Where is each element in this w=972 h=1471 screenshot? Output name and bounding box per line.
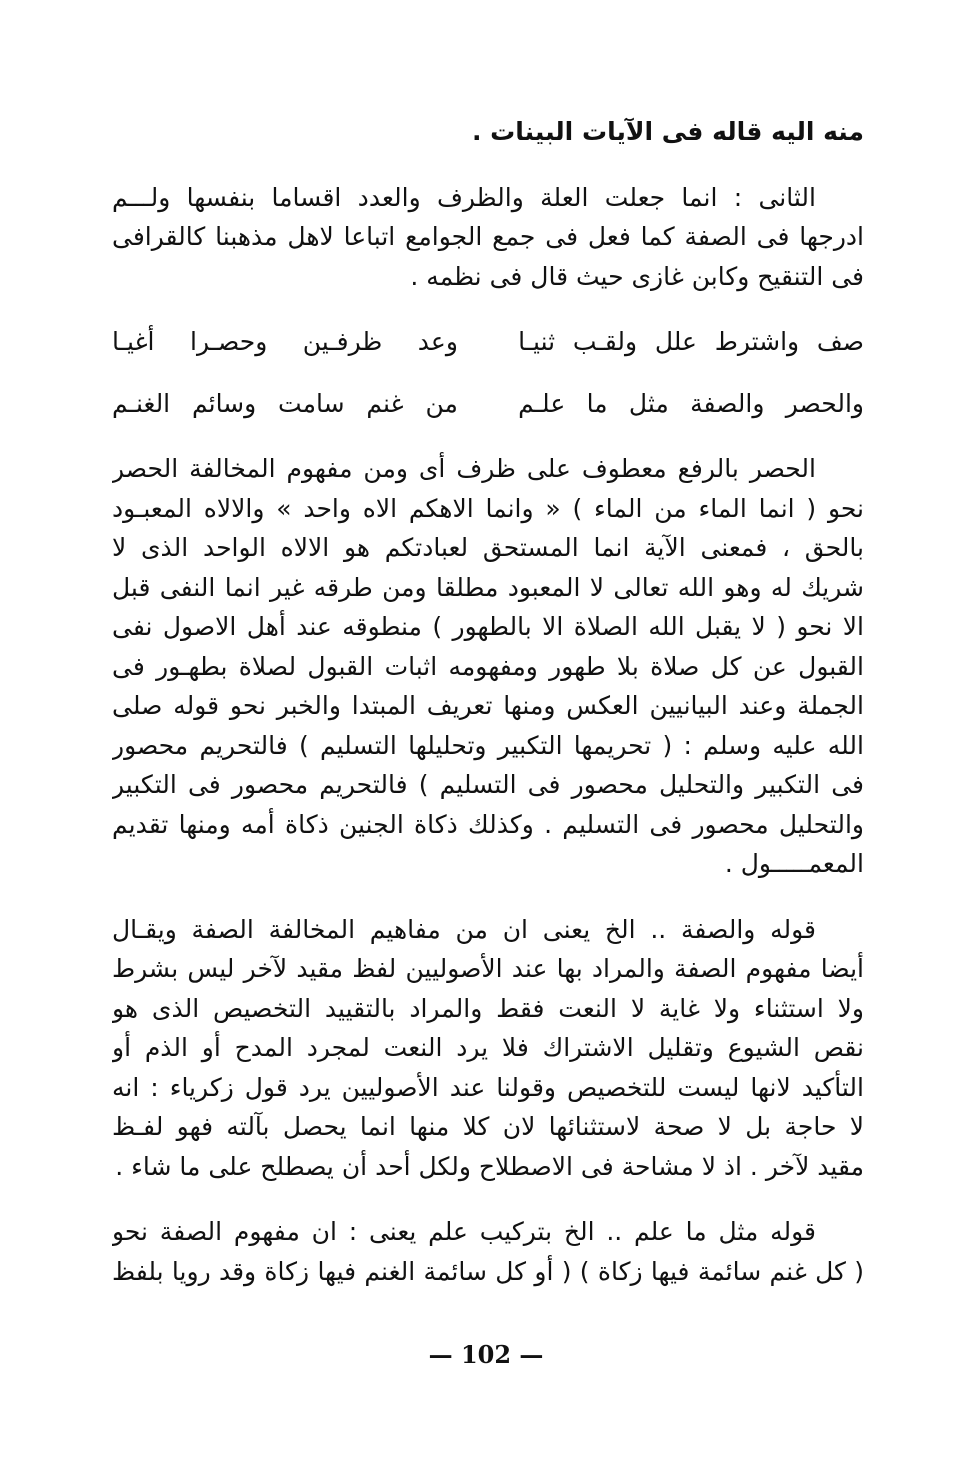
verse-first-hemistich: والحصر والصفة مثل ما علـم [518, 388, 864, 418]
text-line: لا حاجة بل لا صحة لاستثنائها لان كلا منها انما يحصل بآلته فهو لفـظ [112, 1112, 864, 1141]
text-line: الا نحو ( لا يقبل الله الصلاة الا بالطهور ) منطوقه عند أهل الاصول نفى [112, 612, 864, 641]
text-line: فى التكبير والتحليل محصور فى التسليم ) فالتحريم محصور فى التكبير [112, 770, 864, 799]
text-line: نقص الشيوع وتقليل الاشتراك فلا يرد النعت لمجرد المدح أو الذم أو [112, 1033, 864, 1062]
paragraph-gap [112, 362, 864, 384]
text-line: شريك له وهو الله تعالى لا المعبود مطلقا ومن طرقه غير انما النفى قبل [112, 572, 864, 602]
text-line: ولا استثناء ولا غاية لا النعت فقط والمراد بالتقييد التخصيص الذى هو [112, 993, 864, 1023]
text-line: بالحق ، فمعنى الآية انما المستحق لعبادتكم هو الالاه الواحد الذى لا [112, 533, 864, 562]
document-page [112, 112, 864, 1412]
paragraph-gap [112, 884, 864, 910]
paragraph-sifa-commentary [112, 910, 864, 1187]
verse-second-hemistich: من غنم سامت وسائم الغنـم [112, 388, 458, 418]
paragraph-mithl-ma-alim [112, 1212, 864, 1291]
verse-first-hemistich: صف واشترط علل ولقـب ثنيـا [518, 327, 864, 356]
text-line: الحصر بالرفع معطوف على ظرف أى ومن مفهوم المخالفة الحصر [112, 454, 816, 483]
text-line: المعمـــــول . [724, 849, 864, 878]
paragraph-gap [112, 296, 864, 322]
text-line: مقيد لآخر . اذ لا مشاحة فى الاصطلاح ولكل أحد أن يصطلح على ما شاء . [115, 1151, 864, 1181]
text-line: القبول عن كل صلاة بلا طهور ومفهومه اثبات القبول لصلاة بطهـور فى [112, 651, 864, 681]
poem-verse-2 [112, 384, 864, 424]
poem-verse-1 [112, 322, 864, 362]
page-number: — 102 — [428, 1340, 544, 1369]
paragraph-gap [112, 423, 864, 449]
text-line: قوله والصفة .. الخ يعنى ان من مفاهيم المخالفة الصفة ويقـال [112, 914, 816, 944]
text-line: الثانى : انما جعلت العلة والظرف والعدد اقساما بنفسها ولـــم [112, 182, 816, 212]
text-line: الجملة وعند البيانيين العكس ومنها تعريف المبتدا والخبر نحو قوله صلى [112, 691, 864, 720]
text-line: نحو ( انما الماء من الماء ) « وانما الاهكم الاه واحد » والالاه المعبـود [112, 493, 864, 523]
paragraph-gap [112, 1186, 864, 1212]
text-line: قوله مثل ما علم .. الخ بتركيب علم يعنى : ان مفهوم الصفة نحو [112, 1217, 816, 1246]
paragraph-hasr-commentary [112, 449, 864, 884]
text-line: الله عليه وسلم : ( تحريمها التكبير وتحليلها التسليم ) فالتحريم محصور [112, 730, 864, 760]
text-line: والتحليل محصور فى التسليم . وكذلك ذكاة الجنين ذكاة أمه ومنها تقديم [112, 809, 864, 839]
text-line: ادرجها فى الصفة كما فعل فى جمع الجوامع اتباعا لاهل مذهبنا كالقرافى [112, 222, 864, 251]
text-line: فى التنقيح وكابن غازى حيث قال فى نظمه . [410, 261, 864, 291]
text-line: التأكيد لانها ليست للتخصيص وقولنا عند الأصوليين يرد قول زكرياء : انه [112, 1072, 864, 1102]
text-line: منه اليه قاله فى الآيات البينات . [471, 117, 864, 146]
paragraph-second-point [112, 178, 864, 297]
paragraph-gap [112, 152, 864, 178]
text-line: ( كل غنم سائمة فيها زكاة ) ( أو كل سائمة الغنم فيها زكاة وقد رويا بلفظ [112, 1256, 864, 1286]
text-line: أيضا مفهوم الصفة والمراد بها عند الأصوليين لفظ مقيد لآخر ليس بشرط [112, 954, 864, 983]
verse-second-hemistich: وعد ظرفـين وحصـرا أغيـا [112, 327, 458, 356]
